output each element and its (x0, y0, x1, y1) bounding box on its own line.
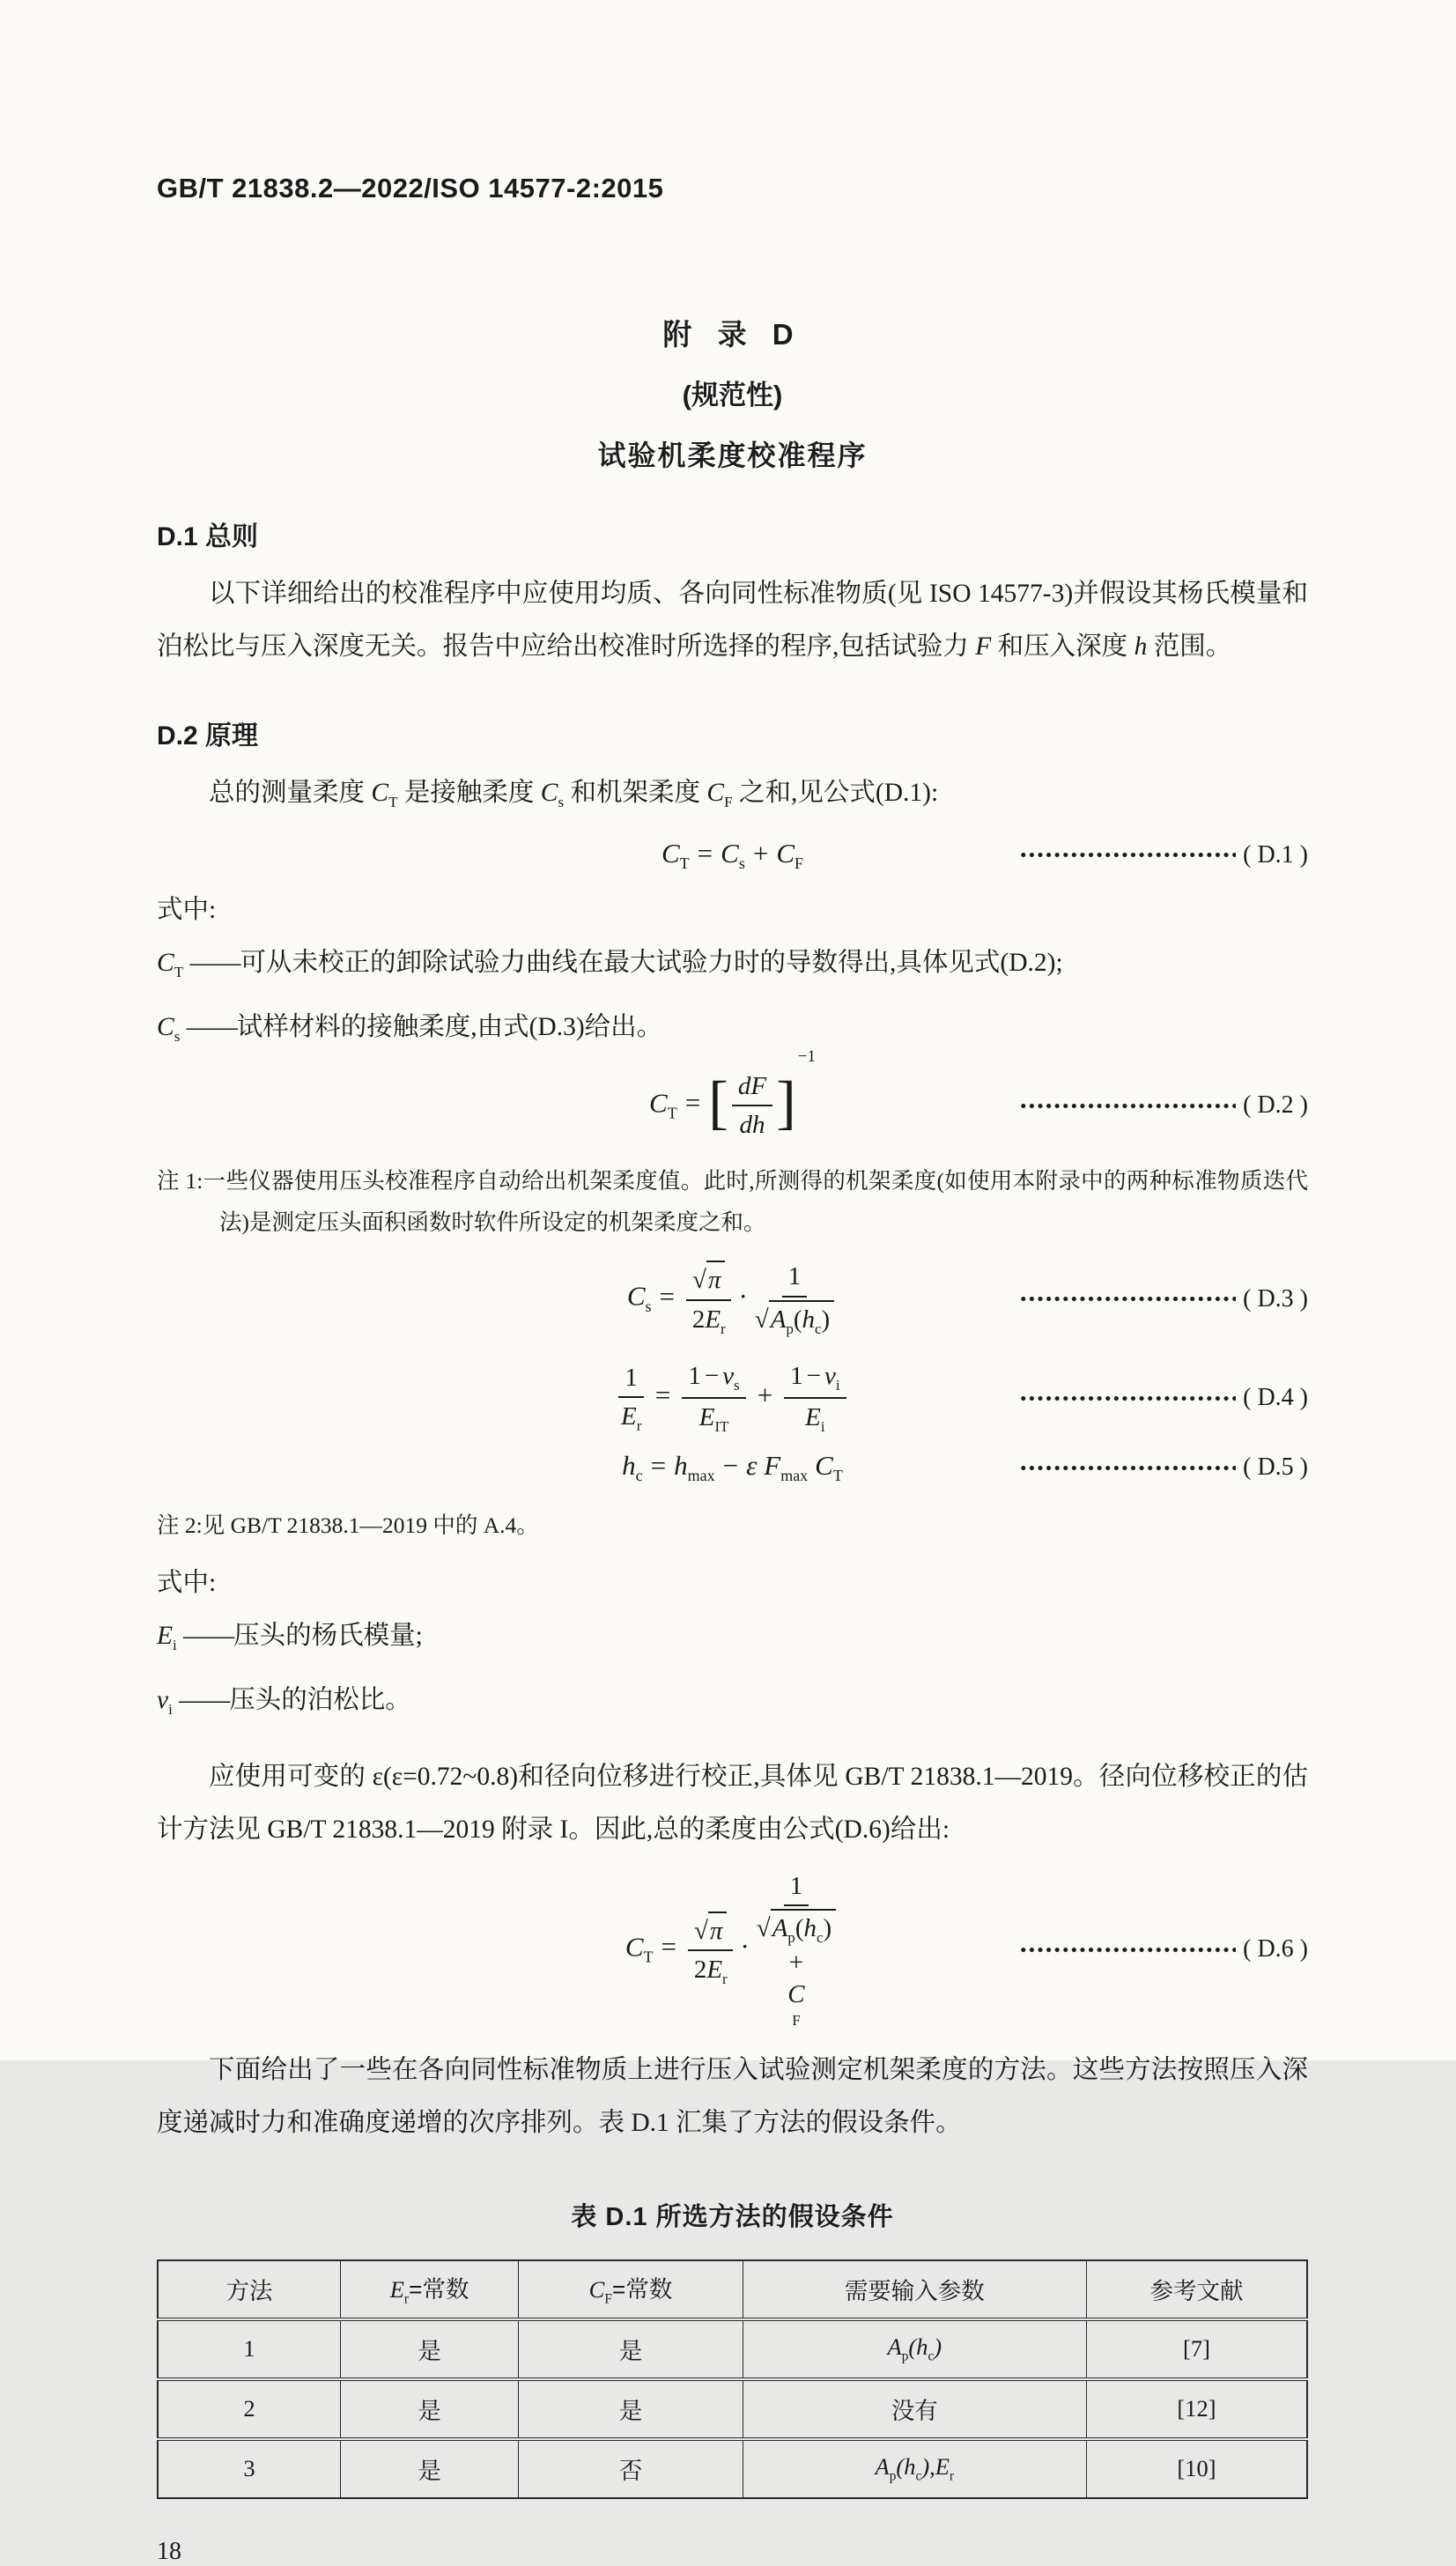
equation-number: ( D.3 ) (1243, 1284, 1308, 1313)
sym: C (787, 1980, 805, 2009)
equation-d3-ref (1019, 1285, 1308, 1313)
sub: T (679, 854, 690, 873)
equation-d3 (157, 1261, 1308, 1337)
cell-ref: [7] (1086, 2319, 1307, 2379)
definition-text: 试样材料的接触柔度,由式(D.3)给出。 (236, 1012, 663, 1041)
var-nui (157, 1686, 173, 1719)
sym: h (803, 1914, 817, 1943)
sub: i (168, 1701, 173, 1719)
sym: C (157, 949, 174, 978)
cell-params (743, 2439, 1086, 2498)
table-d1 (157, 2259, 1308, 2499)
equals-sign: = (684, 1087, 701, 1119)
sym: E (706, 1956, 723, 1985)
sub: IT (714, 1418, 729, 1436)
sub: p (889, 2468, 897, 2484)
fraction (755, 1261, 834, 1337)
epsilon-paragraph: 应使用可变的 ε(ε=0.72~0.8)和径向位移进行校正,具体见 GB/T 21838.1—2019。径向位移校正的估计方法见 GB/T 21838.1—2019 附录 I。因此,总的柔度由公式(D.6)给出: (157, 1763, 1308, 1845)
sub: T (667, 1104, 677, 1122)
definition-dash: —— (189, 949, 240, 978)
sub: s (738, 854, 745, 873)
paren: ) (934, 2333, 942, 2360)
sub: r (636, 1416, 642, 1434)
standard-number: GB/T 21838.2—2022/ISO 14577-2:2015 (157, 173, 664, 203)
denominator (694, 1951, 728, 1988)
col-header-params: 需要输入参数 (743, 2260, 1086, 2319)
sym: C (540, 779, 558, 807)
col-header-method: 方法 (158, 2260, 340, 2319)
minus-sign: − (722, 1450, 739, 1482)
sym-nu: ν (157, 1686, 169, 1715)
text-segment: 范围。 (1147, 632, 1232, 661)
sqrt-group (755, 1300, 834, 1338)
numerator (688, 1912, 733, 1951)
dotted-leader (1019, 851, 1236, 859)
sub: p (901, 2348, 909, 2364)
sym: A (875, 2452, 890, 2480)
radical-sign: √ (756, 1914, 771, 1943)
sym: E (935, 2452, 950, 2480)
var-CT (371, 779, 398, 810)
num-1: 1 (787, 1262, 802, 1291)
sub: s (645, 1298, 652, 1316)
sym: C (157, 1012, 174, 1041)
plus-sign: + (788, 1949, 804, 1978)
var-Er (389, 2276, 410, 2307)
equals-sign: = (659, 1281, 676, 1312)
definition-text: 压头的泊松比。 (229, 1686, 411, 1715)
sub: F (724, 793, 733, 810)
radical-sign: √ (754, 1305, 769, 1334)
fraction (757, 1870, 836, 2030)
sym: C (776, 837, 795, 869)
sym: C (625, 1931, 644, 1963)
note-label: 注 1: (157, 1168, 203, 1194)
radicand (708, 1912, 728, 1947)
paren: ( (795, 1914, 804, 1943)
fraction (732, 1070, 772, 1142)
var-CF (706, 779, 733, 810)
var-Cs (157, 1012, 181, 1045)
equation-number: ( D.6 ) (1243, 1935, 1308, 1963)
sub: F (792, 2011, 801, 2029)
where-item-nui (157, 1674, 1308, 1736)
paren: ) (823, 1914, 832, 1943)
equation-d4 (157, 1360, 1308, 1436)
sym: C (649, 1087, 668, 1119)
table-d1-title: 表 D.1 所选方法的假设条件 (571, 2202, 894, 2231)
plus-sign: + (752, 837, 769, 869)
exponent-minus-one: −1 (797, 1046, 816, 1066)
radicand (769, 1300, 834, 1338)
comma: , (929, 2452, 935, 2480)
cell-method: 1 (158, 2319, 340, 2379)
sym: A (772, 1914, 788, 1943)
sym: E (705, 1305, 721, 1334)
minus-sign: − (806, 1362, 822, 1391)
sub: p (786, 1320, 794, 1337)
radical-sign: √ (694, 1916, 708, 1945)
dotted-leader (1019, 1394, 1236, 1402)
var-Ap-hc (887, 2333, 942, 2364)
var-Ei (157, 1622, 177, 1654)
where-label: 式中: (157, 896, 217, 925)
text-segment: 和压入深度 (991, 632, 1134, 661)
dot-operator: · (738, 1281, 748, 1312)
minus-sign: − (704, 1362, 720, 1391)
equation-number: ( D.1 ) (1243, 840, 1308, 869)
table-row (158, 2439, 1307, 2498)
paren: ) (821, 1305, 831, 1334)
num-2: 2 (693, 1956, 707, 1985)
numerator (784, 1360, 846, 1399)
where-label: 式中: (157, 1569, 217, 1598)
cell-params: 没有 (743, 2379, 1086, 2439)
sym: E (389, 2276, 404, 2303)
numerator (784, 1870, 809, 1906)
sym: C (371, 779, 389, 807)
sym: E (621, 1401, 637, 1431)
cell-cf: 是 (519, 2379, 743, 2439)
sym: C (661, 837, 680, 869)
num-1: 1 (688, 1362, 701, 1391)
sub: i (835, 1377, 840, 1394)
num-1: 1 (790, 1362, 803, 1391)
equation-d6 (157, 1870, 1308, 2030)
sub: s (174, 1027, 181, 1045)
sub: F (795, 854, 803, 873)
cell-ref: [12] (1086, 2379, 1307, 2439)
methods-paragraph: 下面给出了一些在各向同性标准物质上进行压入试验测定机架柔度的方法。这些方法按照压入深度递减时力和准确度递增的次序排列。表 D.1 汇集了方法的假设条件。 (157, 2055, 1308, 2137)
sym: E (157, 1622, 174, 1651)
sym: C (721, 837, 739, 869)
page-number: 18 (157, 2537, 181, 2565)
const-suffix: =常数 (409, 2276, 469, 2303)
section-d2-paragraph (157, 766, 1308, 829)
sub: r (403, 2291, 410, 2307)
denominator (757, 1906, 836, 1947)
definition-dash: —— (183, 1622, 234, 1651)
col-header-refs: 参考文献 (1086, 2260, 1307, 2319)
numerator (686, 1261, 731, 1300)
sub: T (832, 1467, 843, 1485)
var-CF (588, 2276, 612, 2307)
sym: E (805, 1403, 821, 1432)
table-row (158, 2319, 1307, 2379)
sqrt-group (692, 1261, 725, 1296)
denominator (699, 1399, 729, 1436)
dotted-leader (1019, 1102, 1236, 1110)
var-CT (157, 949, 184, 980)
where-item-ct (157, 936, 1308, 999)
equation-number: ( D.2 ) (1243, 1091, 1308, 1120)
fraction (688, 1912, 733, 1988)
var-Ap-hc-Er (875, 2452, 955, 2484)
cell-cf: 是 (519, 2319, 743, 2379)
sub: p (787, 1929, 795, 1947)
paren: ( (908, 2333, 917, 2360)
equals-sign: = (697, 837, 713, 869)
equation-d6-ref (1019, 1935, 1308, 1963)
num-1: 1 (625, 1363, 638, 1392)
sym-pi: π (709, 1916, 723, 1945)
cell-ref: [10] (1086, 2439, 1307, 2498)
sym: F (764, 1450, 781, 1482)
num-1: 1 (789, 1872, 803, 1901)
equation-d3-body (627, 1261, 838, 1337)
denominator (755, 1298, 834, 1338)
cell-method: 3 (158, 2439, 340, 2498)
table-header-row (158, 2260, 1307, 2319)
radicand (771, 1909, 836, 1947)
note-text: 一些仪器使用压头校准程序自动给出机架柔度值。此时,所测得的机架柔度(如使用本附录中的两种标准物质迭代法)是测定压头面积函数时软件所设定的机架柔度之和。 (203, 1168, 1308, 1236)
cell-method: 2 (158, 2379, 340, 2439)
equals-sign: = (650, 1450, 667, 1482)
var-Cs (540, 779, 565, 810)
numerator (618, 1362, 644, 1398)
equation-d1-ref (1019, 841, 1308, 869)
sym: A (770, 1305, 787, 1334)
paren: ( (896, 2452, 905, 2480)
sub: s (558, 793, 565, 810)
text-segment: 和机架柔度 (564, 779, 707, 807)
fraction (784, 1360, 846, 1436)
sub: c (635, 1467, 643, 1485)
equation-d1-body (661, 838, 803, 873)
col-header-cf-const (519, 2260, 743, 2319)
sym-nu: ν (824, 1362, 836, 1391)
section-d1-heading: D.1 总则 (157, 522, 259, 551)
appendix-normative-label: (规范性) (682, 380, 783, 410)
sym: C (588, 2276, 605, 2303)
section-d2-heading: D.2 原理 (157, 721, 259, 751)
sub: r (722, 1970, 728, 1987)
note-label: 注 2: (157, 1512, 203, 1539)
dot-operator: · (740, 1931, 750, 1963)
sym: C (815, 1450, 833, 1482)
definition-dash: —— (179, 1686, 230, 1715)
numerator (682, 1360, 745, 1399)
sub: F (604, 2291, 612, 2307)
denominator (805, 1399, 824, 1436)
sub: c (928, 2348, 935, 2364)
sub: max (687, 1467, 715, 1485)
text-segment: 是接触柔度 (397, 779, 541, 807)
sym-epsilon: ε (746, 1450, 758, 1482)
dotted-leader (1019, 1946, 1236, 1954)
text-segment: 总的测量柔度 (209, 779, 372, 807)
dotted-leader (1019, 1464, 1236, 1472)
var-F: F (975, 632, 992, 661)
cell-er: 是 (340, 2319, 518, 2379)
sym: C (626, 1281, 646, 1312)
cell-er: 是 (340, 2439, 518, 2498)
num-2: 2 (691, 1305, 706, 1334)
paren: ) (921, 2452, 930, 2480)
numerator (732, 1070, 772, 1106)
equation-d1 (157, 838, 1308, 873)
sym: h (916, 2333, 928, 2360)
sub: s (734, 1377, 740, 1394)
cell-params (743, 2319, 1086, 2379)
sym-dF: dF (737, 1071, 767, 1100)
sym-pi: π (707, 1266, 721, 1295)
denominator (621, 1398, 641, 1435)
sub: c (915, 2468, 922, 2484)
sub: i (820, 1418, 825, 1436)
denominator (692, 1301, 726, 1338)
var-h: h (1134, 632, 1148, 661)
definition-dash: —— (186, 1012, 237, 1041)
fraction (618, 1362, 644, 1435)
equation-d5 (157, 1450, 1308, 1485)
text-segment: 以下详细给出的校准程序中应使用均质、各向同性标准物质(见 ISO 14577-3)并假设其杨氏模量和泊松比与压入深度无关。报告中应给出校准时所选择的程序,包括试验力 (157, 580, 1308, 661)
col-header-er-const (340, 2260, 518, 2319)
where-item-ei (157, 1609, 1308, 1672)
dotted-leader (1019, 1295, 1236, 1303)
appendix-title-block (157, 312, 1308, 474)
sub: c (815, 1320, 822, 1337)
appendix-title: 附 录 D (662, 318, 802, 351)
sym-nu: ν (722, 1362, 735, 1391)
equation-d6-body (625, 1870, 1308, 2030)
sym: A (887, 2333, 902, 2360)
definition-text: 压头的杨氏模量; (233, 1622, 423, 1651)
numerator (782, 1261, 808, 1297)
equation-d4-body (615, 1360, 849, 1436)
sub: T (388, 793, 398, 810)
note-2 (157, 1505, 1308, 1546)
equation-d2 (157, 1046, 1308, 1142)
const-suffix: =常数 (611, 2276, 673, 2303)
sym: h (802, 1305, 816, 1334)
sym: E (698, 1403, 715, 1432)
sqrt-group (694, 1912, 727, 1947)
table-row (158, 2379, 1307, 2439)
paren: ( (793, 1305, 802, 1334)
sub: T (643, 1948, 654, 1966)
fraction (682, 1360, 745, 1436)
sub: c (817, 1929, 824, 1947)
equals-sign: = (661, 1931, 676, 1963)
equation-number: ( D.4 ) (1243, 1384, 1308, 1412)
sym: h (674, 1450, 688, 1482)
fraction (686, 1261, 731, 1337)
equation-d2-body: $C_T$ = [ $\frac{dF}{dh}$ ]−1 (649, 1070, 816, 1142)
sym: h (622, 1450, 636, 1482)
note-1 (157, 1160, 1308, 1243)
denominator (739, 1106, 765, 1141)
sub: r (949, 2468, 955, 2484)
equation-d5-ref (1019, 1453, 1308, 1482)
sub: max (780, 1467, 809, 1485)
sym: h (904, 2452, 916, 2480)
where-item-cs (157, 1001, 1308, 1063)
text-segment: 之和,见公式(D.1): (732, 779, 939, 807)
equation-number: ( D.5 ) (1243, 1453, 1308, 1482)
definition-text: 可从未校正的卸除试验力曲线在最大试验力时的导数得出,具体见式(D.2); (240, 949, 1063, 978)
sym-dh: dh (739, 1111, 765, 1140)
cell-er: 是 (340, 2379, 518, 2439)
appendix-subject: 试验机柔度校准程序 (597, 440, 868, 471)
section-d1-paragraph (157, 567, 1308, 673)
plus-sign: + (757, 1379, 773, 1411)
radical-sign: √ (692, 1266, 706, 1295)
sub: r (721, 1320, 726, 1337)
sym: C (706, 779, 725, 807)
equation-d4-ref (1019, 1384, 1308, 1412)
sub: i (173, 1637, 177, 1654)
equals-sign: = (654, 1379, 671, 1411)
cell-cf: 否 (519, 2439, 743, 2498)
sub: T (174, 963, 184, 980)
equation-d2-ref (1019, 1091, 1308, 1120)
note-text: 见 GB/T 21838.1—2019 中的 A.4。 (202, 1512, 539, 1539)
sqrt-group (757, 1909, 836, 1947)
radicand (706, 1261, 726, 1296)
equation-d5-body (622, 1450, 843, 1485)
